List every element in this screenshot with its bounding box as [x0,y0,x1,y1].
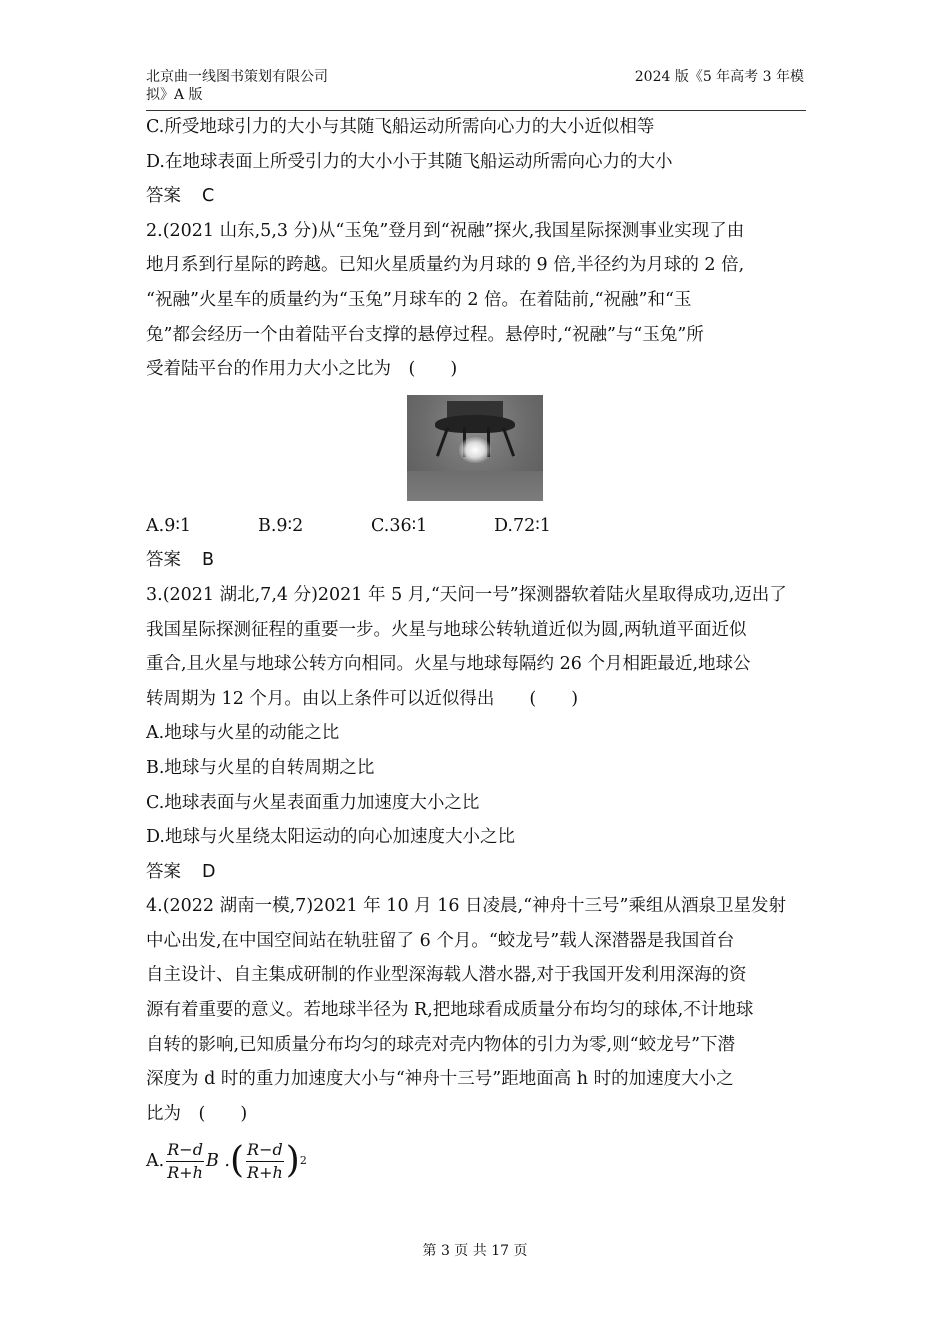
q1-option-c: C.所受地球引力的大小与其随飞船运动所需向心力的大小近似相等 [146,117,655,137]
answer-value: B [202,550,215,571]
q3-line-4: 转周期为 12 个月。由以上条件可以近似得出 ( ) [146,688,579,709]
q2-answer [146,543,811,578]
lander-photo [407,395,543,501]
header-publisher-line2: 拟》A 版 [146,87,203,103]
q4-line-2: 中心出发,在中国空间站在轨驻留了 6 个月。“蛟龙号”载人深潜器是我国首台 [146,930,735,951]
q2-line-4: 兔”都会经历一个由着陆平台支撑的悬停过程。悬停时,“祝融”与“玉兔”所 [146,324,704,345]
left-paren: ( [229,1140,245,1182]
photo-ground [407,471,543,501]
engine-glow [459,437,491,463]
q2-line-5: 受着陆平台的作用力大小之比为 ( ) [146,359,458,380]
header-publisher [146,68,346,104]
q2-option-b: B.9∶2 [258,515,304,536]
q2-option-c: C.36∶1 [371,515,428,536]
q4-options [146,1131,811,1191]
header-book-title: 2024 版《5 年高考 3 年模 [634,69,804,85]
q4-line-3: 自主设计、自主集成研制的作业型深海载人潜水器,对于我国开发利用深海的资 [146,965,747,986]
q3-answer [146,855,811,890]
page-header [146,68,806,111]
lander-leg [502,427,515,456]
q4-option-a-label: A. [146,1151,165,1172]
q2-option-a: A.9∶1 [146,515,192,536]
fraction-numerator: R−d [246,1141,284,1162]
exponent: 2 [299,1154,307,1168]
q4-line-1: 4.(2022 湖南一模,7)2021 年 10 月 16 日凌晨,“神舟十三号”乘组从酒泉卫星发射 [146,896,786,917]
q4-line-5: 自转的影响,已知质量分布均匀的球壳对壳内物体的引力为零,则“蛟龙号”下潜 [146,1034,736,1055]
header-publisher-line1: 北京曲一线图书策划有限公司 [146,69,328,85]
page-content [146,110,811,1191]
q4-option-b-label: B . [205,1151,230,1172]
q4-option-b-fraction [246,1141,284,1182]
q1-answer [146,179,811,214]
answer-value: D [202,861,216,882]
lander-leg [436,427,449,456]
right-paren: ) [285,1140,300,1182]
q4-line-4: 源有着重要的意义。若地球半径为 R,把地球看成质量分布均匀的球体,不计地球 [146,1000,754,1021]
q2-options [146,509,811,544]
q2-line-1: 2.(2021 山东,5,3 分)从“玉兔”登月到“祝融”探火,我国星际探测事业实现了由 [146,220,745,241]
q3-line-3: 重合,且火星与地球公转方向相同。火星与地球每隔约 26 个月相距最近,地球公 [146,654,751,675]
fraction-denominator: R+h [247,1162,283,1182]
fraction-denominator: R+h [167,1162,203,1182]
answer-label: 答案 [146,186,181,207]
answer-label: 答案 [146,861,181,882]
fraction-numerator: R−d [166,1141,204,1162]
q3-line-1: 3.(2021 湖北,7,4 分)2021 年 5 月,“天问一号”探测器软着陆火星取得成功,迈出了 [146,584,787,605]
q2-line-2: 地月系到行星际的跨越。已知火星质量约为月球的 9 倍,半径约为月球的 2 倍, [146,255,745,276]
q4-line-7: 比为 ( ) [146,1103,248,1124]
q3-option-d: D.地球与火星绕太阳运动的向心加速度大小之比 [146,827,515,848]
page-number: 第 3 页 共 17 页 [422,1243,528,1259]
q2-line-3: “祝融”火星车的质量约为“玉兔”月球车的 2 倍。在着陆前,“祝融”和“玉 [146,289,692,310]
answer-value: C [202,186,215,207]
q3-option-b: B.地球与火星的自转周期之比 [146,757,375,778]
q3-line-2: 我国星际探测征程的重要一步。火星与地球公转轨道近似为圆,两轨道平面近似 [146,619,747,640]
q3-option-a: A.地球与火星的动能之比 [146,723,340,744]
q4-line-6: 深度为 d 时的重力加速度大小与“神舟十三号”距地面高 h 时的加速度大小之 [146,1069,734,1090]
q1-option-d: D.在地球表面上所受引力的大小小于其随飞船运动所需向心力的大小 [146,151,673,172]
answer-label: 答案 [146,550,181,571]
q4-option-a-fraction [166,1141,204,1182]
q2-option-d: D.72∶1 [494,515,551,536]
q3-option-c: C.地球表面与火星表面重力加速度大小之比 [146,792,480,813]
